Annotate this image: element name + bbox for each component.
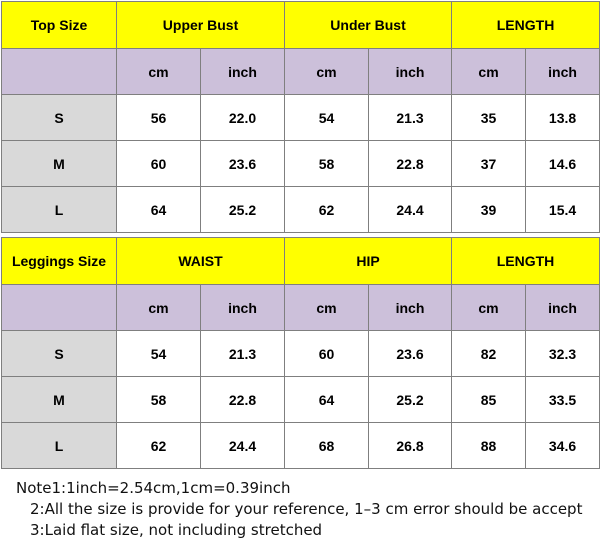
value-cell: 34.6 [526,423,600,469]
value-cell: 25.2 [369,377,452,423]
unit-cell: inch [526,49,600,95]
value-cell: 23.6 [201,141,285,187]
value-cell: 68 [285,423,369,469]
value-cell: 21.3 [201,331,285,377]
value-cell: 25.2 [201,187,285,233]
empty-cell [2,285,117,331]
value-cell: 26.8 [369,423,452,469]
value-cell: 21.3 [369,95,452,141]
value-cell: 35 [452,95,526,141]
value-cell: 33.5 [526,377,600,423]
group-header: WAIST [117,238,285,285]
unit-cell: cm [285,49,369,95]
group-header: Upper Bust [117,2,285,49]
value-cell: 22.0 [201,95,285,141]
size-label: L [2,423,117,469]
value-cell: 14.6 [526,141,600,187]
size-label: S [2,331,117,377]
value-cell: 82 [452,331,526,377]
size-notes [16,478,582,541]
note-line: 3:Laid flat size, not including stretched [30,521,323,539]
unit-cell: cm [452,285,526,331]
group-header: LENGTH [452,238,600,285]
unit-cell: cm [452,49,526,95]
size-label: M [2,141,117,187]
unit-cell: inch [369,285,452,331]
unit-cell: cm [117,49,201,95]
size-label: L [2,187,117,233]
note-line: 2:All the size is provide for your reference, 1–3 cm error should be accept [30,500,583,518]
table-row [2,331,600,377]
value-cell: 32.3 [526,331,600,377]
size-header: Top Size [2,2,117,49]
unit-cell: cm [117,285,201,331]
value-cell: 13.8 [526,95,600,141]
empty-cell [2,49,117,95]
table-header-row [2,2,600,49]
unit-cell: cm [285,285,369,331]
value-cell: 60 [285,331,369,377]
value-cell: 23.6 [369,331,452,377]
value-cell: 24.4 [201,423,285,469]
unit-cell: inch [369,49,452,95]
group-header: LENGTH [452,2,600,49]
unit-cell: inch [526,285,600,331]
top-size-table [1,1,600,233]
value-cell: 22.8 [201,377,285,423]
value-cell: 37 [452,141,526,187]
table-row [2,95,600,141]
value-cell: 58 [117,377,201,423]
value-cell: 39 [452,187,526,233]
table-row [2,423,600,469]
value-cell: 64 [285,377,369,423]
value-cell: 58 [285,141,369,187]
value-cell: 88 [452,423,526,469]
table-row [2,141,600,187]
table-row [2,377,600,423]
size-label: M [2,377,117,423]
table-row [2,187,600,233]
unit-row [2,285,600,331]
group-header: Under Bust [285,2,452,49]
table-header-row [2,238,600,285]
value-cell: 15.4 [526,187,600,233]
value-cell: 54 [117,331,201,377]
value-cell: 64 [117,187,201,233]
value-cell: 24.4 [369,187,452,233]
unit-row [2,49,600,95]
leggings-size-table [1,237,600,469]
value-cell: 60 [117,141,201,187]
value-cell: 22.8 [369,141,452,187]
unit-cell: inch [201,285,285,331]
size-header: Leggings Size [2,238,117,285]
value-cell: 62 [117,423,201,469]
group-header: HIP [285,238,452,285]
size-label: S [2,95,117,141]
value-cell: 85 [452,377,526,423]
value-cell: 56 [117,95,201,141]
value-cell: 62 [285,187,369,233]
value-cell: 54 [285,95,369,141]
unit-cell: inch [201,49,285,95]
note-line: Note1:1inch=2.54cm,1cm=0.39inch [16,479,291,497]
